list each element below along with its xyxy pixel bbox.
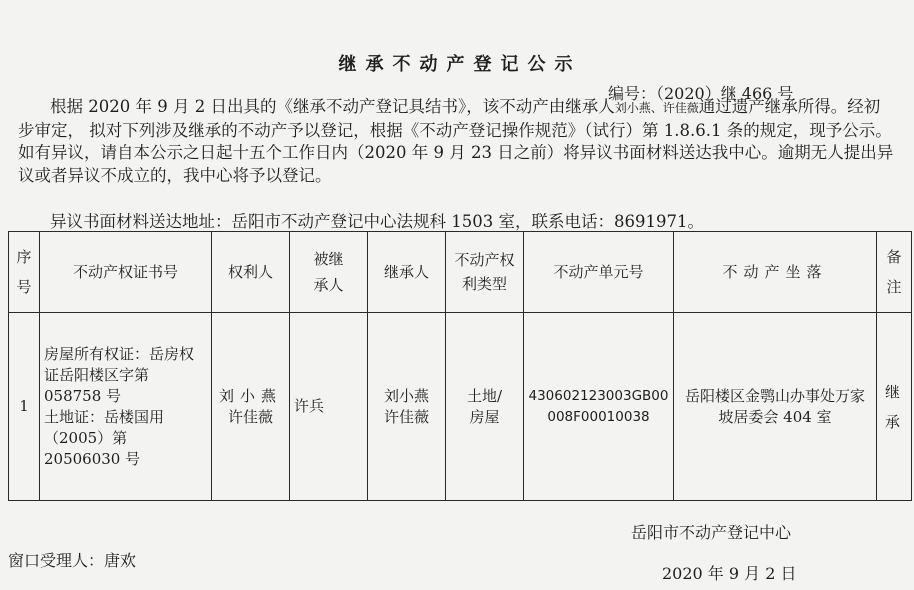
issuing-office: 岳阳市不动产登记中心 — [631, 523, 792, 542]
cell-remark: 继承 — [877, 313, 912, 501]
property-table — [8, 231, 912, 501]
header-location: 不动产坐落 — [674, 232, 877, 313]
cert-house: 房屋所有权证：岳房权证岳阳楼区字第 058758 号 — [44, 344, 195, 405]
owner-2: 许佳薇 — [227, 407, 273, 426]
header-seq: 序号 — [9, 232, 40, 313]
cell-seq: 1 — [9, 313, 40, 501]
paragraph-prefix: 根据 2020 年 9 月 2 日出具的《继承不动产登记具结书》，该不动产由继承人 — [50, 97, 615, 116]
owner-1: 刘小燕 — [218, 386, 282, 405]
document-title: 继承不动产登记公示 — [338, 54, 582, 75]
cell-heir — [368, 313, 446, 501]
header-cert: 不动产权证书号 — [40, 232, 212, 313]
header-remark: 备注 — [877, 232, 912, 313]
header-decedent: 被继承人 — [290, 232, 368, 313]
right-type-1: 土地/ — [466, 386, 503, 405]
window-receiver: 窗口受理人：唐欢 — [8, 551, 137, 570]
paragraph-suffix: 通过遗产继承所得。经初步审定， 拟对下列涉及继承的不动产予以登记，根据《不动产登记操作规范》（试行）第 1.8.6.1 条的规定，现予公示。如有异议，请自本公示之日起十五个工作日内（2020 年 9 月 23 日之前）将异议书面材料送达我中心。逾期无人提出异议或者异议不成立的，我中心将予以登记。 — [18, 97, 894, 185]
cert-land: 土地证：岳楼国用（2005）第 20506030 号 — [44, 407, 165, 468]
cell-cert — [40, 313, 212, 501]
cell-right-type — [446, 313, 524, 501]
notice-paragraph — [18, 96, 896, 187]
header-right-type: 不动产权利类型 — [446, 232, 524, 313]
serial-number: 编号：（2020）继 466 号 — [608, 84, 794, 103]
table-header-row — [9, 232, 912, 313]
header-unit: 不动产单元号 — [524, 232, 674, 313]
heirs-small-text: 刘小燕、许佳薇 — [614, 101, 699, 115]
table-row — [9, 313, 912, 501]
header-owner: 权利人 — [212, 232, 290, 313]
heir-1: 刘小燕 — [383, 386, 429, 405]
heir-2: 许佳薇 — [383, 407, 429, 426]
cell-location: 岳阳楼区金鹗山办事处万家坡居委会 404 室 — [674, 313, 877, 501]
cell-decedent: 许兵 — [290, 313, 368, 501]
cell-owner — [212, 313, 290, 501]
header-heir: 继承人 — [368, 232, 446, 313]
right-type-2: 房屋 — [469, 407, 500, 426]
cell-unit: 430602123003GB00008F00010038 — [524, 313, 674, 501]
issue-date: 2020 年 9 月 2 日 — [662, 564, 797, 583]
objection-address: 异议书面材料送达地址：岳阳市不动产登记中心法规科 1503 室，联系电话：8691971。 — [50, 212, 704, 231]
